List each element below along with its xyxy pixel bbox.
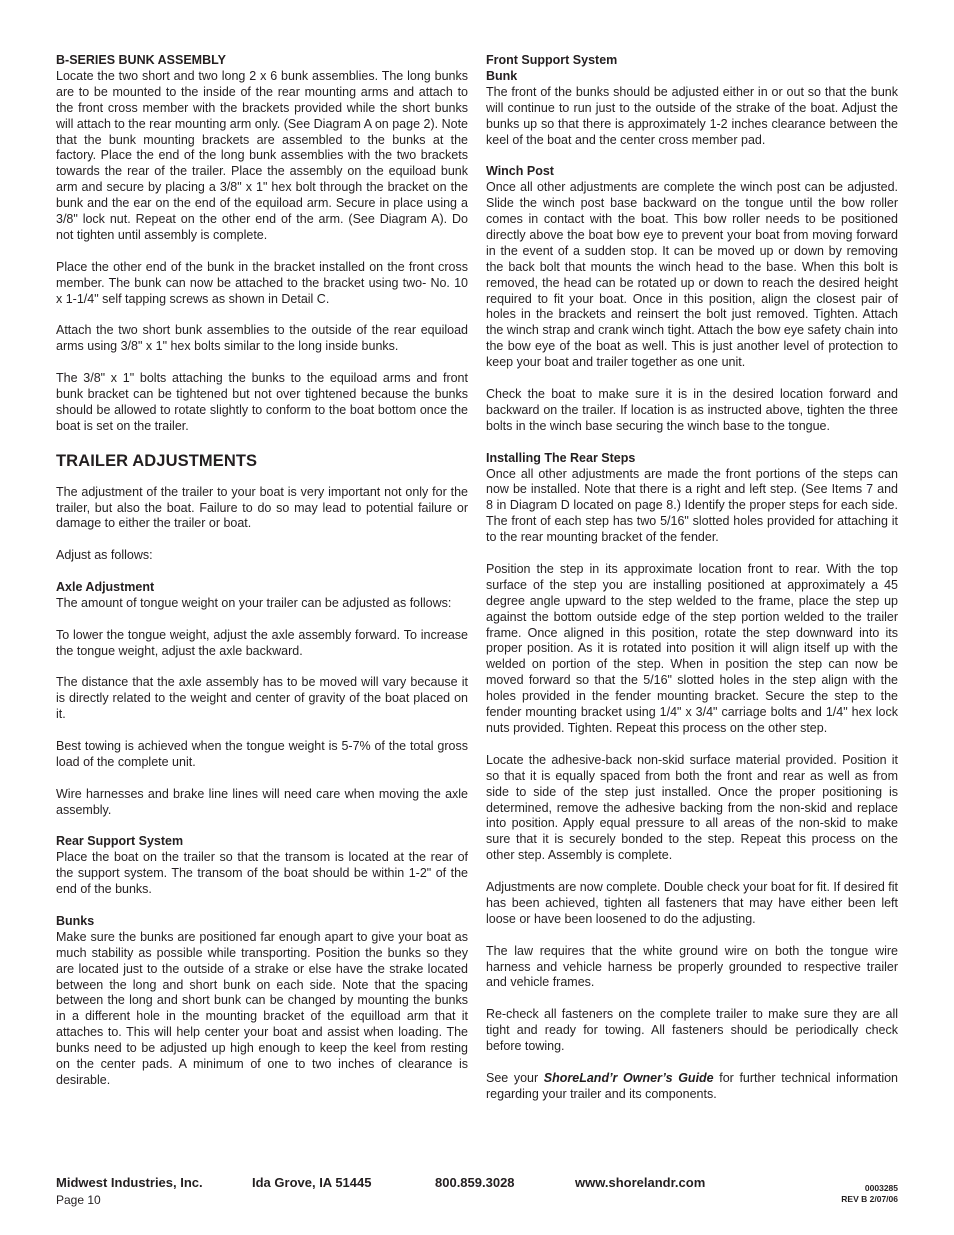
left-column xyxy=(56,53,468,1089)
text: See your xyxy=(486,1070,544,1085)
company-website[interactable]: www.shorelandr.com xyxy=(575,1175,706,1190)
paragraph: Best towing is achieved when the tongue weight is 5-7% of the total gross load of the complete unit. xyxy=(56,739,468,769)
paragraph: The front of the bunks should be adjusted either in or out so that the bunk will continue to run just to the outside of the strake of the boat. Adjust the bunks up so that there is approximately 1-2 inches clearance between the keel of the boat and the center cross member pad. xyxy=(486,84,898,147)
section-heading-trailer-adjustments: TRAILER ADJUSTMENTS xyxy=(56,451,258,470)
company-name: Midwest Industries, Inc. xyxy=(56,1175,203,1190)
paragraph-owners-guide xyxy=(486,1071,898,1103)
page-footer xyxy=(56,1175,898,1207)
subheading-winch-post: Winch Post xyxy=(486,164,554,179)
owners-guide-title: ShoreLand’r Owner’s Guide xyxy=(543,1070,714,1085)
paragraph: The amount of tongue weight on your trailer can be adjusted as follows: xyxy=(56,595,452,610)
subheading-rear-support-system: Rear Support System xyxy=(56,834,184,849)
paragraph: The adjustment of the trailer to your boat is very important not only for the trailer, but also the boat. Failure to do so may lead to potential failure or damage to either the trailer or boat. xyxy=(56,484,468,531)
paragraph: Wire harnesses and brake line lines will need care when moving the axle assembly. xyxy=(56,786,468,817)
footer-contact-row xyxy=(56,1175,898,1192)
paragraph: The 3/8" x 1" bolts attaching the bunks to the equiload arms and front bunk bracket can be tightened but not over tightened because the bunks should be allowed to rotate slightly to conform to the boat bottom once the boat is set on the trailer. xyxy=(56,371,468,433)
paragraph: Place the boat on the trailer so that the transom is located at the rear of the support system. The transom of the boat should be within 1-2" of the end of the bunks. xyxy=(56,850,468,897)
paragraph: Check the boat to make sure it is in the desired location forward and backward on the trailer. If location is as instructed above, tighten the three bolts in the winch base securing the winch base to the tongue. xyxy=(486,387,898,433)
paragraph: Re-check all fasteners on the complete trailer to make sure they are all tight and ready for towing. All fasteners should be periodically check before towing. xyxy=(486,1007,898,1054)
right-column xyxy=(486,53,898,1103)
company-phone: 800.859.3028 xyxy=(435,1175,515,1190)
paragraph: Adjustments are now complete. Double check your boat for fit. If desired fit has been achieved, tighten all fasteners that may have either been left loose or have been loosened to do the adjusting. xyxy=(486,880,899,926)
subheading-front-support-system: Front Support System xyxy=(486,53,618,67)
subheading-installing-rear-steps: Installing The Rear Steps xyxy=(486,450,636,465)
paragraph: The law requires that the white ground wire on both the tongue wire harness and vehicle harness be properly grounded to respective trailer and vehicle frames. xyxy=(486,943,898,990)
paragraph: Adjust as follows: xyxy=(56,548,153,563)
paragraph: Place the other end of the bunk in the bracket installed on the front cross member. The bunk can now be attached to the bracket using two- No. 10 x 1-1/4" self tapping screws as shown in Detail C. xyxy=(56,259,468,306)
paragraph: To lower the tongue weight, adjust the axle assembly forward. To increase the tongue weight, adjust the axle backward. xyxy=(56,627,468,658)
paragraph: Locate the adhesive-back non-skid surface material provided. Position it so that it is equally spaced from both the front and rear as well as from side to side of the step just installed. Once the proper positioning is determined, remove the adhesive backing from the non-skid and replace into position. Apply equal pressure to all areas of the non-skid to make sure that it is securely bonded to the step. Repeat this process on the other step. Assembly is complete. xyxy=(486,752,898,863)
page-number: Page 10 xyxy=(56,1193,101,1207)
subheading-axle-adjustment: Axle Adjustment xyxy=(56,580,155,594)
paragraph: Make sure the bunks are positioned far enough apart to give your boat as much stability as possible while transporting. Position the bunks so they are located just to the outside of a strake or else have the strake located between the long and short bunk on each side. Note that the spacing between the long and short bunk can be changed by mounting the bunks in a different hole in the mounting bracket of the equilload arm that it attaches to. This will help center your boat and assist when loading. The bunks need to be adjusted up high enough to keep the keel from resting on the center pads. A minimum of one to two inches of clearance is desirable. xyxy=(56,929,468,1087)
paragraph: Once all other adjustments are made the front portions of the steps can now be installed. Note that there is a right and left step. (See Items 7 and 8 in Diagram D located on page 8.) Identify the proper steps for each side. The front of each step has two 5/16" slotted holes provided for attaching it to the rear mounting bracket of the fender. xyxy=(486,466,898,545)
subheading-bunk: Bunk xyxy=(486,68,518,83)
text: for further technical information regarding your trailer and its components. xyxy=(486,1070,898,1101)
section-heading-b-series: B-SERIES BUNK ASSEMBLY xyxy=(56,53,226,67)
paragraph: The distance that the axle assembly has to be moved will vary because it is directly related to the weight and center of gravity of the boat placed on it. xyxy=(56,675,468,722)
document-revision xyxy=(841,1183,898,1205)
paragraph: Once all other adjustments are complete the winch post can be adjusted. Slide the winch post base backward on the tongue until the bow roller comes in contact with the boat. This bow roller needs to be positioned directly above the boat bow eye to prevent your boat from moving forward in the event of a sudden stop. It can be moved up or down by removing the back bolt that mounts the winch head to the base. When this bolt is removed, the head can be rotated up or down to reach the desired height required to fit your boat. Once in this position, align the closest pair of holes in the brackets and reinsert the bolt just removed. Tighten. Attach the winch strap and crank winch tight. Attach the bow eye safety chain into the bow eye of the boat as well. This is just another level of protection to keep your boat and trailer together as one unit. xyxy=(486,180,898,370)
subheading-bunks: Bunks xyxy=(56,913,95,928)
document-number: 0003285 xyxy=(864,1183,898,1193)
revision-date: REV B 2/07/06 xyxy=(841,1194,898,1204)
paragraph: Position the step in its approximate location front to rear. With the top surface of the step you are installing positioned at approximately a 45 degree angle upward to the step welded to the frame, place the step up against the bottom outside edge of the step portion welded to the trailer frame. Once aligned in this position, rotate the step downward into its proper position. As it is rotated into position it will align itself up with the welded on portion of the step. When in position the step can now be moved forward so that the 5/16" slotted holes in the step align with the holes provided in the fender mounting bracket. Secure the step to the fender mounting bracket using 1/4" x 3/4" carriage bolts and 1/4" hex lock nuts provided. Tighten. Repeat this process on the other step. xyxy=(486,561,898,735)
paragraph: Attach the two short bunk assemblies to the outside of the rear equiload arms using 3/8" x 1" hex bolts similar to the long inside bunks. xyxy=(56,323,468,354)
company-address: Ida Grove, IA 51445 xyxy=(252,1175,372,1190)
paragraph: Locate the two short and two long 2 x 6 bunk assemblies. The long bunks are to be mounted to the inside of the rear mounting arms and attach to the front cross member with the brackets provided while the short bunks will attach to the rear mounting arm only. (See Diagram A on page 2). Note that the bunk mounting brackets are assembled to the bunks at the factory. Place the end of the long bunk assemblies with the two brackets towards the rear of the trailer. Place the assembly on the equiload bunk arm and secure by placing a 3/8" x 1" hex bolt through the bracket on the bunk and the ear on the end of the equiload arm. Secure in place using a 3/8" lock nut. Repeat on the other end of the arm. (See Diagram A). Do not tighten until assembly is complete. xyxy=(56,68,468,242)
